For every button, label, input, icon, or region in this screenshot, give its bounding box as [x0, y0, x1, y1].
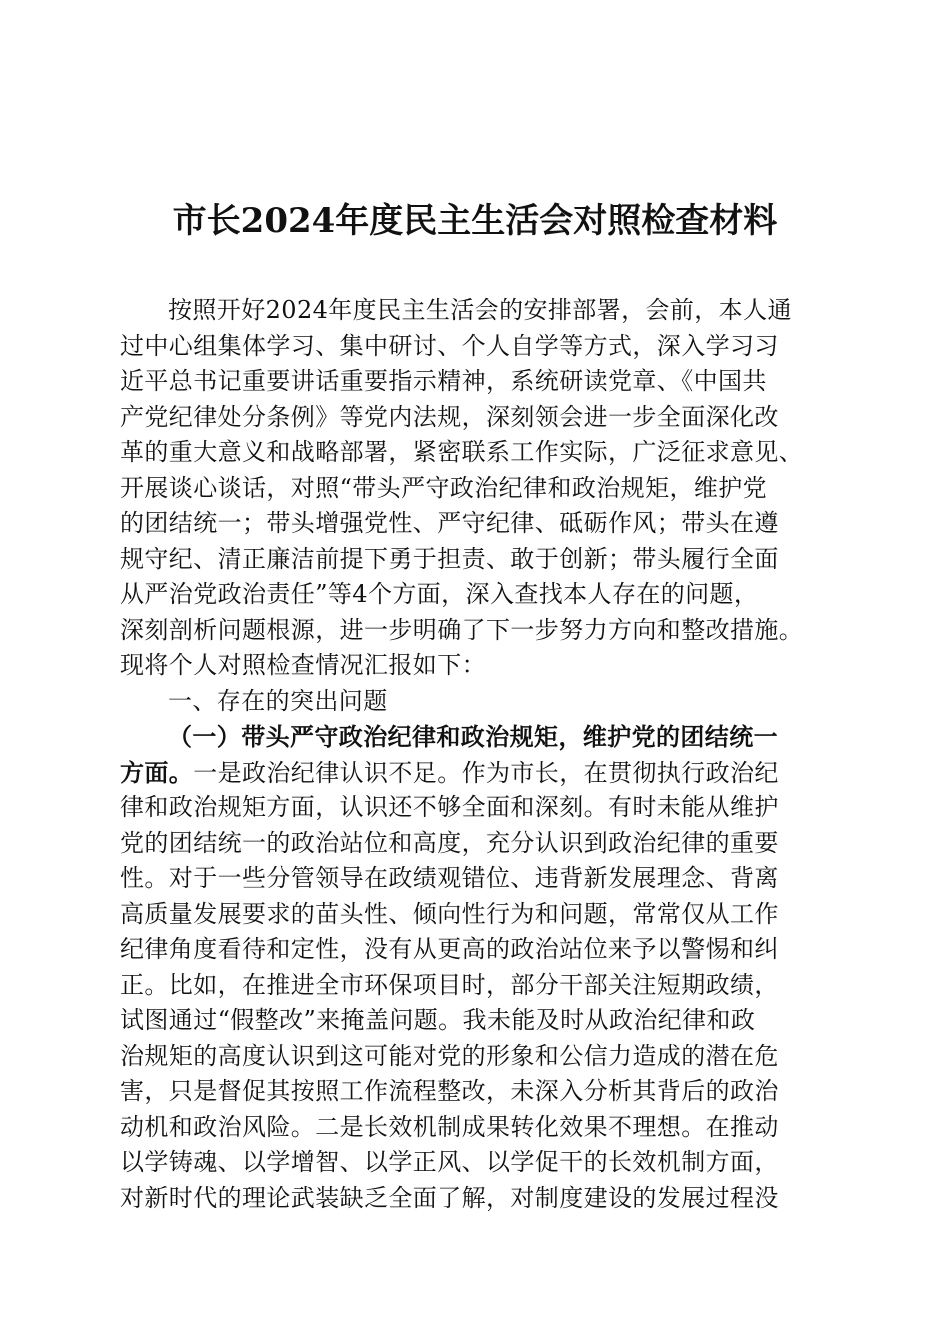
paragraph-line: 现将个人对照检查情况汇报如下： — [120, 651, 486, 679]
subsection-heading: （一）带头严守政治纪律和政治规矩，维护党的团结统一 — [168, 722, 778, 751]
paragraph-line: 按照开好2024年度民主生活会的安排部署，会前，本人通 — [168, 296, 792, 324]
paragraph-text: 一是政治纪律认识不足。作为市长，在贯彻执行政治纪 — [193, 758, 779, 787]
paragraph-line: 动机和政治风险。二是长效机制成果转化效果不理想。在推动 — [120, 1112, 779, 1141]
paragraph-line: 纪律角度看待和定性，没有从更高的政治站位来予以警惕和纠 — [120, 935, 779, 963]
document-title: 市长2024年度民主生活会对照检查材料 — [172, 201, 778, 241]
paragraph-line: 开展谈心谈话，对照“带头严守政治纪律和政治规矩，维护党 — [120, 473, 768, 502]
paragraph-line: 党的团结统一的政治站位和高度，充分认识到政治纪律的重要 — [120, 828, 779, 857]
paragraph-line — [120, 755, 832, 791]
paragraph-line: 律和政治规矩方面，认识还不够全面和深刻。有时未能从维护 — [120, 793, 779, 821]
paragraph-line: 治规矩的高度认识到这可能对党的形象和公信力造成的潜在危 — [120, 1041, 779, 1070]
paragraph-line: 害，只是督促其按照工作流程整改，未深入分析其背后的政治 — [120, 1077, 779, 1105]
paragraph-line: 规守纪、清正廉洁前提下勇于担责、敢于创新；带头履行全面 — [120, 544, 779, 573]
paragraph-line: 产党纪律处分条例》等党内法规，深刻领会进一步全面深化改 — [120, 402, 779, 431]
paragraph-line: 以学铸魂、以学增智、以学正风、以学促干的长效机制方面， — [120, 1148, 779, 1176]
paragraph-line: 试图通过“假整改”来掩盖问题。我未能及时从政治纪律和政 — [120, 1006, 756, 1034]
paragraph-line: 性。对于一些分管领导在政绩观错位、违背新发展理念、背离 — [120, 864, 779, 892]
section-heading: 一、存在的突出问题 — [168, 686, 388, 715]
paragraph-line: 的团结统一；带头增强党性、严守纪律、砥砺作风；带头在遵 — [120, 509, 779, 537]
paragraph-line: 近平总书记重要讲话重要指示精神，系统研读党章、《中国共 — [120, 367, 767, 395]
document-body — [120, 293, 832, 1216]
paragraph-line: 高质量发展要求的苗头性、倾向性行为和问题，常常仅从工作 — [120, 899, 779, 928]
paragraph-line: 对新时代的理论武装缺乏全面了解，对制度建设的发展过程没 — [120, 1183, 779, 1212]
paragraph-line: 从严治党政治责任”等4个方面，深入查找本人存在的问题， — [120, 580, 759, 608]
paragraph-line: 过中心组集体学习、集中研讨、个人自学等方式，深入学习习 — [120, 331, 779, 360]
paragraph-line: 正。比如，在推进全市环保项目时，部分干部关注短期政绩， — [120, 970, 779, 999]
paragraph-line: 革的重大意义和战略部署，紧密联系工作实际，广泛征求意见、 — [120, 438, 804, 466]
subsection-heading-end: 方面。 — [120, 757, 194, 787]
paragraph-line: 深刻剖析问题根源，进一步明确了下一步努力方向和整改措施。 — [120, 615, 804, 644]
